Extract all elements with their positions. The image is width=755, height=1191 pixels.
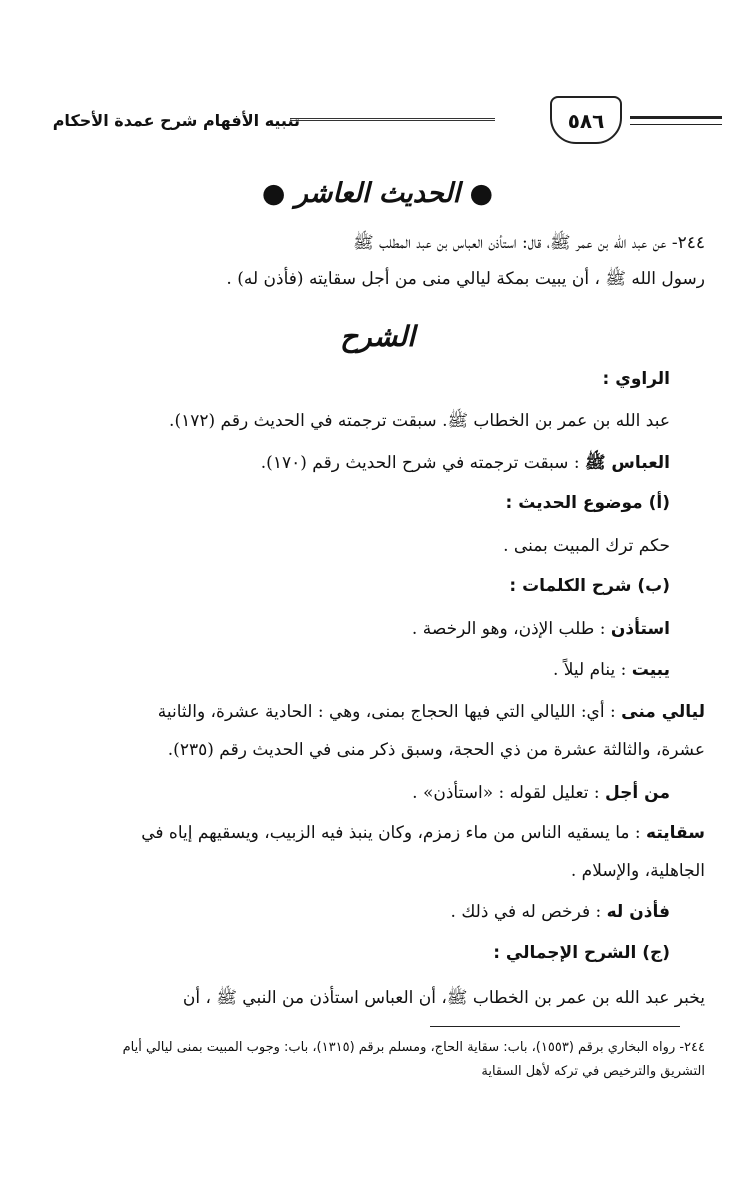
rawi-label: الراوي :	[602, 369, 670, 389]
mawdu-label: (أ) موضوع الحديث :	[505, 493, 670, 513]
word-layali-cont: عشرة، والثالثة عشرة من ذي الحجة، وسبق ذكر منى في الحديث رقم (٢٣٥).	[167, 740, 705, 760]
header-rule	[290, 118, 495, 123]
hadith-text-line-1: ٢٤٤- عن عبد الله بن عمر ﷺ، قال: استأذن العباس بن عبد المطلب ﷺ	[353, 233, 705, 253]
word-term: فأذن له	[606, 902, 670, 922]
abbas-line	[40, 452, 670, 477]
page-number: ٥٨٦	[550, 96, 622, 144]
word-min-ajl	[40, 783, 670, 803]
word-def: : أي: الليالي التي فيها الحجاج بمنى، وهي : الحادية عشرة، والثانية	[157, 702, 622, 722]
word-def: : ما يسقيه الناس من ماء زمزم، وكان ينبذ فيه الزبيب، ويسقيهم إياه في	[141, 823, 647, 843]
hadith-heading-text: الحديث العاشر	[294, 178, 461, 209]
word-term: يبيت	[631, 660, 670, 680]
rawi-text: عبد الله بن عمر بن الخطاب ﷺ. سبقت ترجمته في الحديث رقم (١٧٢).	[169, 411, 670, 431]
footnote-line-1: ٢٤٤- رواه البخاري برقم (١٥٥٣)، باب: سقاية الحاج، ومسلم برقم (١٣١٥)، باب: وجوب المبيت بمنى ليالي أيام	[122, 1040, 705, 1055]
word-term: سقايته	[646, 823, 705, 843]
word-istadhana	[40, 619, 670, 639]
word-siqaya	[50, 823, 705, 843]
hadith-heading	[0, 178, 755, 209]
header-rule-right	[630, 116, 722, 125]
footnote-rule	[430, 1026, 680, 1027]
word-def: : ينام ليلاً .	[552, 660, 632, 680]
hadith-text-line-2: رسول الله ﷺ ، أن يبيت بمكة ليالي منى من أجل سقايته (فأذن له) .	[226, 269, 705, 289]
bullet-icon: ●	[469, 178, 494, 209]
running-header	[30, 96, 725, 156]
word-term: استأذن	[610, 619, 670, 639]
word-siqaya-cont: الجاهلية، والإسلام .	[570, 861, 705, 881]
kalimat-label: (ب) شرح الكلمات :	[509, 576, 670, 596]
sharh-heading: الشرح	[340, 320, 415, 353]
word-term: من أجل	[605, 783, 670, 803]
word-adhina	[40, 902, 670, 922]
word-yabit	[40, 660, 670, 680]
ijmali-label: (ج) الشرح الإجمالي :	[493, 943, 670, 963]
abbas-text: : سبقت ترجمته في شرح الحديث رقم (١٧٠).	[260, 453, 585, 473]
bullet-icon: ●	[261, 178, 286, 209]
word-def: : فرخص له في ذلك .	[450, 902, 607, 922]
word-def: : طلب الإذن، وهو الرخصة .	[411, 619, 611, 639]
abbas-term: العباس ﷺ	[584, 453, 670, 473]
ijmali-text: يخبر عبد الله بن عمر بن الخطاب ﷺ، أن العباس استأذن من النبي ﷺ ، أن	[182, 988, 705, 1008]
mawdu-text: حكم ترك المبيت بمنى .	[503, 536, 670, 556]
book-title: تنبيه الأفهام شرح عمدة الأحكام	[52, 111, 300, 130]
word-term: ليالي منى	[621, 702, 705, 722]
word-def: : تعليل لقوله : «استأذن» .	[412, 783, 605, 803]
word-layali	[50, 702, 705, 722]
footnote-line-2: التشريق والترخيص في تركه لأهل السقاية	[481, 1064, 705, 1079]
